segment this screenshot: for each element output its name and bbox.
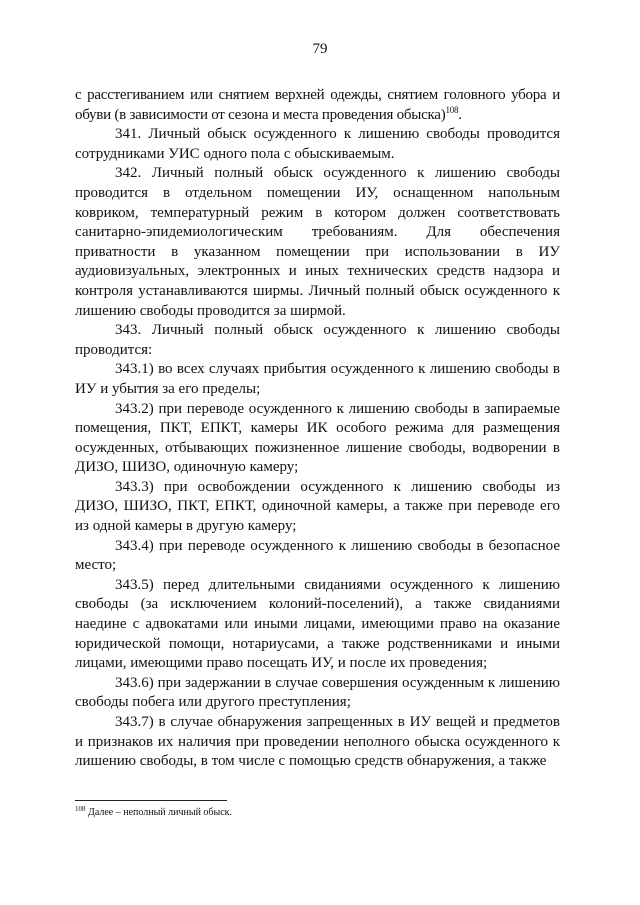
paragraph-343-3: 343.3) при освобождении осужденного к лишению свободы из ДИЗО, ШИЗО, ПКТ, ЕПКТ, одиночной камеры, а также при переводе его из одной камеры в другую камеру; [75,478,560,535]
paragraph-343-6: 343.6) при задержании в случае совершения осужденным к лишению свободы побега или другого преступления; [75,674,560,711]
footnote-separator [75,800,227,801]
paragraph-343-2: 343.2) при переводе осужденного к лишению свободы в запираемые помещения, ПКТ, ЕПКТ, камеры ИК особого режима для размещения осужденных, отбывающих пожизненное лишение свободы, водворении в ДИЗО, ШИЗО, одиночную камеру; [75,400,560,476]
footnote-number: 108 [75,805,86,813]
paragraph-343-7: 343.7) в случае обнаружения запрещенных в ИУ вещей и предметов и признаков их наличия при проведении неполного обыска осужденного к лишению свободы, в том числе с помощью средств обнаружения, а также [75,714,560,770]
paragraph-343-1: 343.1) во всех случаях прибытия осужденного к лишению свободы в ИУ и убытия за его пределы; [75,361,560,397]
paragraph-342: 342. Личный полный обыск осужденного к лишению свободы проводится в отдельном помещении ИУ, оснащенном напольным ковриком, температурный режим в котором должен соответствовать санитарно-эпидемиологическим требованиям. Для обеспечения приватности в указанном помещении при использовании в ИУ аудиовизуальных, электронных и иных технических средств надзора и контроля устанавливаются ширмы. Личный полный обыск осужденного к лишению свободы проводится за ширмой. [75,165,560,319]
paragraph-text: с расстегиванием или снятием верхней одежды, снятием головного убора и обуви (в зависимости от сезона и места проведения обыска) [75,87,560,123]
paragraph-continuation [75,86,560,125]
page-number: 79 [312,41,328,57]
paragraph-343-5: 343.5) перед длительными свиданиями осужденного к лишению свободы (за исключением колоний-поселений), а также свиданиями наедине с адвокатами или иными лицами, имеющими право на оказание юридической помощи, нотариусами, а также родственниками и иными лицами, имеющими право посещать ИУ, и после их проведения; [75,576,560,672]
paragraph-tail: . [458,106,462,123]
footnote-text: Далее – неполный личный обыск. [88,807,233,818]
footnote [75,806,560,819]
paragraph-341: 341. Личный обыск осужденного к лишению свободы проводится сотрудниками УИС одного пола с обыскиваемым. [75,126,560,162]
paragraph-343-4: 343.4) при переводе осужденного к лишению свободы в безопасное место; [75,537,560,574]
body-text [75,86,560,772]
paragraph-343: 343. Личный полный обыск осужденного к лишению свободы проводится: [75,322,560,358]
footnote-reference: 108 [445,104,459,115]
